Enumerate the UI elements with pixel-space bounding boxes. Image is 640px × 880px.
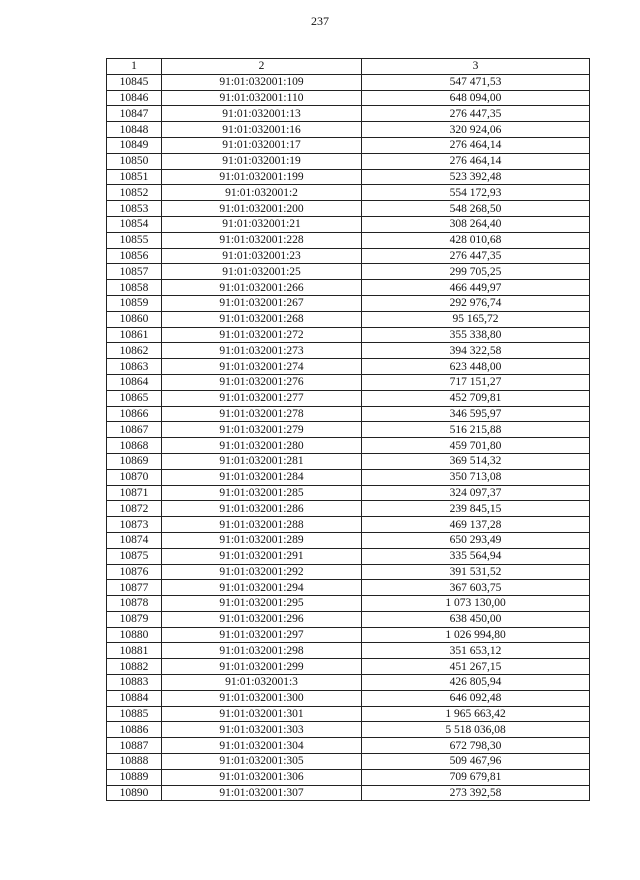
row-number-cell: 10875: [107, 548, 162, 564]
column-header-1: 1: [107, 59, 162, 75]
cadastral-number-cell: 91:01:032001:268: [162, 311, 362, 327]
cadastral-value-cell: 351 653,12: [362, 643, 590, 659]
cadastral-number-cell: 91:01:032001:273: [162, 343, 362, 359]
cadastral-number-cell: 91:01:032001:296: [162, 611, 362, 627]
table-row: [107, 785, 590, 801]
row-number-cell: 10888: [107, 754, 162, 770]
row-number-cell: 10886: [107, 722, 162, 738]
table-row: [107, 517, 590, 533]
cadastral-number-cell: 91:01:032001:272: [162, 327, 362, 343]
cadastral-number-cell: 91:01:032001:303: [162, 722, 362, 738]
row-number-cell: 10853: [107, 201, 162, 217]
cadastral-number-cell: 91:01:032001:284: [162, 469, 362, 485]
row-number-cell: 10878: [107, 596, 162, 612]
table-row: [107, 169, 590, 185]
table-row: [107, 153, 590, 169]
cadastral-value-cell: 554 172,93: [362, 185, 590, 201]
row-number-cell: 10887: [107, 738, 162, 754]
cadastral-number-cell: 91:01:032001:19: [162, 153, 362, 169]
row-number-cell: 10867: [107, 422, 162, 438]
row-number-cell: 10879: [107, 611, 162, 627]
cadastral-value-cell: 466 449,97: [362, 280, 590, 296]
table-row: [107, 185, 590, 201]
cadastral-number-cell: 91:01:032001:2: [162, 185, 362, 201]
row-number-cell: 10846: [107, 90, 162, 106]
table-row: [107, 485, 590, 501]
table-header-row: [107, 59, 590, 75]
cadastral-number-cell: 91:01:032001:3: [162, 675, 362, 691]
row-number-cell: 10849: [107, 137, 162, 153]
table-row: [107, 548, 590, 564]
table-row: [107, 469, 590, 485]
cadastral-value-cell: 394 322,58: [362, 343, 590, 359]
table-row: [107, 722, 590, 738]
cadastral-number-cell: 91:01:032001:109: [162, 74, 362, 90]
cadastral-number-cell: 91:01:032001:306: [162, 769, 362, 785]
cadastral-value-cell: 717 151,27: [362, 374, 590, 390]
table-row: [107, 611, 590, 627]
row-number-cell: 10874: [107, 532, 162, 548]
row-number-cell: 10862: [107, 343, 162, 359]
table-row: [107, 311, 590, 327]
cadastral-value-cell: 276 464,14: [362, 153, 590, 169]
table-row: [107, 738, 590, 754]
table-row: [107, 422, 590, 438]
cadastral-number-cell: 91:01:032001:277: [162, 390, 362, 406]
cadastral-value-cell: 638 450,00: [362, 611, 590, 627]
table-row: [107, 122, 590, 138]
row-number-cell: 10868: [107, 438, 162, 454]
table-row: [107, 596, 590, 612]
cadastral-value-table: [106, 58, 590, 801]
table-row: [107, 137, 590, 153]
cadastral-value-cell: 1 073 130,00: [362, 596, 590, 612]
cadastral-number-cell: 91:01:032001:286: [162, 501, 362, 517]
row-number-cell: 10864: [107, 374, 162, 390]
page-number: 237: [311, 14, 329, 28]
cadastral-value-cell: 428 010,68: [362, 232, 590, 248]
cadastral-number-cell: 91:01:032001:297: [162, 627, 362, 643]
cadastral-value-cell: 547 471,53: [362, 74, 590, 90]
row-number-cell: 10877: [107, 580, 162, 596]
row-number-cell: 10848: [107, 122, 162, 138]
row-number-cell: 10873: [107, 517, 162, 533]
cadastral-number-cell: 91:01:032001:16: [162, 122, 362, 138]
row-number-cell: 10884: [107, 690, 162, 706]
cadastral-number-cell: 91:01:032001:280: [162, 438, 362, 454]
table-row: [107, 248, 590, 264]
row-number-cell: 10870: [107, 469, 162, 485]
cadastral-number-cell: 91:01:032001:199: [162, 169, 362, 185]
table-row: [107, 264, 590, 280]
column-header-3: 3: [362, 59, 590, 75]
cadastral-value-cell: 273 392,58: [362, 785, 590, 801]
row-number-cell: 10869: [107, 453, 162, 469]
cadastral-value-cell: 308 264,40: [362, 216, 590, 232]
table-row: [107, 216, 590, 232]
row-number-cell: 10866: [107, 406, 162, 422]
row-number-cell: 10852: [107, 185, 162, 201]
cadastral-number-cell: 91:01:032001:305: [162, 754, 362, 770]
row-number-cell: 10857: [107, 264, 162, 280]
table-row: [107, 754, 590, 770]
cadastral-number-cell: 91:01:032001:278: [162, 406, 362, 422]
cadastral-value-cell: 239 845,15: [362, 501, 590, 517]
cadastral-value-cell: 299 705,25: [362, 264, 590, 280]
cadastral-value-cell: 548 268,50: [362, 201, 590, 217]
table-row: [107, 327, 590, 343]
cadastral-value-cell: 648 094,00: [362, 90, 590, 106]
row-number-cell: 10845: [107, 74, 162, 90]
row-number-cell: 10855: [107, 232, 162, 248]
cadastral-value-cell: 459 701,80: [362, 438, 590, 454]
table-row: [107, 501, 590, 517]
row-number-cell: 10890: [107, 785, 162, 801]
row-number-cell: 10889: [107, 769, 162, 785]
table-row: [107, 406, 590, 422]
cadastral-number-cell: 91:01:032001:294: [162, 580, 362, 596]
cadastral-number-cell: 91:01:032001:25: [162, 264, 362, 280]
cadastral-number-cell: 91:01:032001:13: [162, 106, 362, 122]
cadastral-value-cell: 320 924,06: [362, 122, 590, 138]
cadastral-value-cell: 355 338,80: [362, 327, 590, 343]
cadastral-value-cell: 672 798,30: [362, 738, 590, 754]
cadastral-value-cell: 469 137,28: [362, 517, 590, 533]
cadastral-number-cell: 91:01:032001:307: [162, 785, 362, 801]
table-body: [107, 74, 590, 801]
cadastral-number-cell: 91:01:032001:274: [162, 359, 362, 375]
cadastral-number-cell: 91:01:032001:267: [162, 295, 362, 311]
cadastral-number-cell: 91:01:032001:110: [162, 90, 362, 106]
row-number-cell: 10863: [107, 359, 162, 375]
table-row: [107, 580, 590, 596]
cadastral-number-cell: 91:01:032001:200: [162, 201, 362, 217]
cadastral-value-cell: 350 713,08: [362, 469, 590, 485]
cadastral-number-cell: 91:01:032001:300: [162, 690, 362, 706]
cadastral-value-cell: 650 293,49: [362, 532, 590, 548]
cadastral-number-cell: 91:01:032001:288: [162, 517, 362, 533]
cadastral-value-cell: 276 447,35: [362, 106, 590, 122]
table-row: [107, 532, 590, 548]
cadastral-value-cell: 452 709,81: [362, 390, 590, 406]
cadastral-value-cell: 709 679,81: [362, 769, 590, 785]
cadastral-number-cell: 91:01:032001:289: [162, 532, 362, 548]
row-number-cell: 10882: [107, 659, 162, 675]
row-number-cell: 10861: [107, 327, 162, 343]
table-row: [107, 769, 590, 785]
table-row: [107, 90, 590, 106]
table-row: [107, 643, 590, 659]
row-number-cell: 10880: [107, 627, 162, 643]
cadastral-number-cell: 91:01:032001:304: [162, 738, 362, 754]
table-row: [107, 438, 590, 454]
table-row: [107, 659, 590, 675]
cadastral-number-cell: 91:01:032001:281: [162, 453, 362, 469]
cadastral-value-cell: 426 805,94: [362, 675, 590, 691]
table-row: [107, 359, 590, 375]
cadastral-value-cell: 509 467,96: [362, 754, 590, 770]
row-number-cell: 10851: [107, 169, 162, 185]
cadastral-number-cell: 91:01:032001:301: [162, 706, 362, 722]
cadastral-value-cell: 516 215,88: [362, 422, 590, 438]
cadastral-number-cell: 91:01:032001:276: [162, 374, 362, 390]
table-row: [107, 201, 590, 217]
cadastral-number-cell: 91:01:032001:228: [162, 232, 362, 248]
table-row: [107, 564, 590, 580]
table-row: [107, 675, 590, 691]
cadastral-number-cell: 91:01:032001:21: [162, 216, 362, 232]
table-row: [107, 295, 590, 311]
cadastral-number-cell: 91:01:032001:292: [162, 564, 362, 580]
cadastral-number-cell: 91:01:032001:23: [162, 248, 362, 264]
cadastral-value-cell: 5 518 036,08: [362, 722, 590, 738]
row-number-cell: 10876: [107, 564, 162, 580]
cadastral-value-cell: 335 564,94: [362, 548, 590, 564]
table-row: [107, 627, 590, 643]
row-number-cell: 10883: [107, 675, 162, 691]
cadastral-number-cell: 91:01:032001:266: [162, 280, 362, 296]
cadastral-number-cell: 91:01:032001:285: [162, 485, 362, 501]
cadastral-value-cell: 276 447,35: [362, 248, 590, 264]
table-row: [107, 374, 590, 390]
cadastral-value-cell: 292 976,74: [362, 295, 590, 311]
row-number-cell: 10885: [107, 706, 162, 722]
cadastral-value-cell: 623 448,00: [362, 359, 590, 375]
row-number-cell: 10872: [107, 501, 162, 517]
row-number-cell: 10865: [107, 390, 162, 406]
row-number-cell: 10854: [107, 216, 162, 232]
cadastral-value-cell: 324 097,37: [362, 485, 590, 501]
row-number-cell: 10860: [107, 311, 162, 327]
table-row: [107, 343, 590, 359]
table-row: [107, 390, 590, 406]
cadastral-value-cell: 346 595,97: [362, 406, 590, 422]
cadastral-value-cell: 276 464,14: [362, 137, 590, 153]
row-number-cell: 10847: [107, 106, 162, 122]
cadastral-value-cell: 95 165,72: [362, 311, 590, 327]
table-row: [107, 106, 590, 122]
cadastral-value-cell: 369 514,32: [362, 453, 590, 469]
cadastral-number-cell: 91:01:032001:299: [162, 659, 362, 675]
cadastral-number-cell: 91:01:032001:17: [162, 137, 362, 153]
table-row: [107, 74, 590, 90]
cadastral-value-cell: 1 026 994,80: [362, 627, 590, 643]
cadastral-value-cell: 1 965 663,42: [362, 706, 590, 722]
cadastral-number-cell: 91:01:032001:291: [162, 548, 362, 564]
table-row: [107, 453, 590, 469]
cadastral-value-cell: 523 392,48: [362, 169, 590, 185]
cadastral-value-cell: 451 267,15: [362, 659, 590, 675]
column-header-2: 2: [162, 59, 362, 75]
row-number-cell: 10850: [107, 153, 162, 169]
cadastral-value-cell: 367 603,75: [362, 580, 590, 596]
table-row: [107, 690, 590, 706]
cadastral-number-cell: 91:01:032001:279: [162, 422, 362, 438]
row-number-cell: 10858: [107, 280, 162, 296]
cadastral-value-cell: 646 092,48: [362, 690, 590, 706]
row-number-cell: 10871: [107, 485, 162, 501]
row-number-cell: 10859: [107, 295, 162, 311]
cadastral-number-cell: 91:01:032001:298: [162, 643, 362, 659]
row-number-cell: 10856: [107, 248, 162, 264]
table-row: [107, 232, 590, 248]
table-row: [107, 706, 590, 722]
table-row: [107, 280, 590, 296]
row-number-cell: 10881: [107, 643, 162, 659]
cadastral-number-cell: 91:01:032001:295: [162, 596, 362, 612]
cadastral-value-cell: 391 531,52: [362, 564, 590, 580]
